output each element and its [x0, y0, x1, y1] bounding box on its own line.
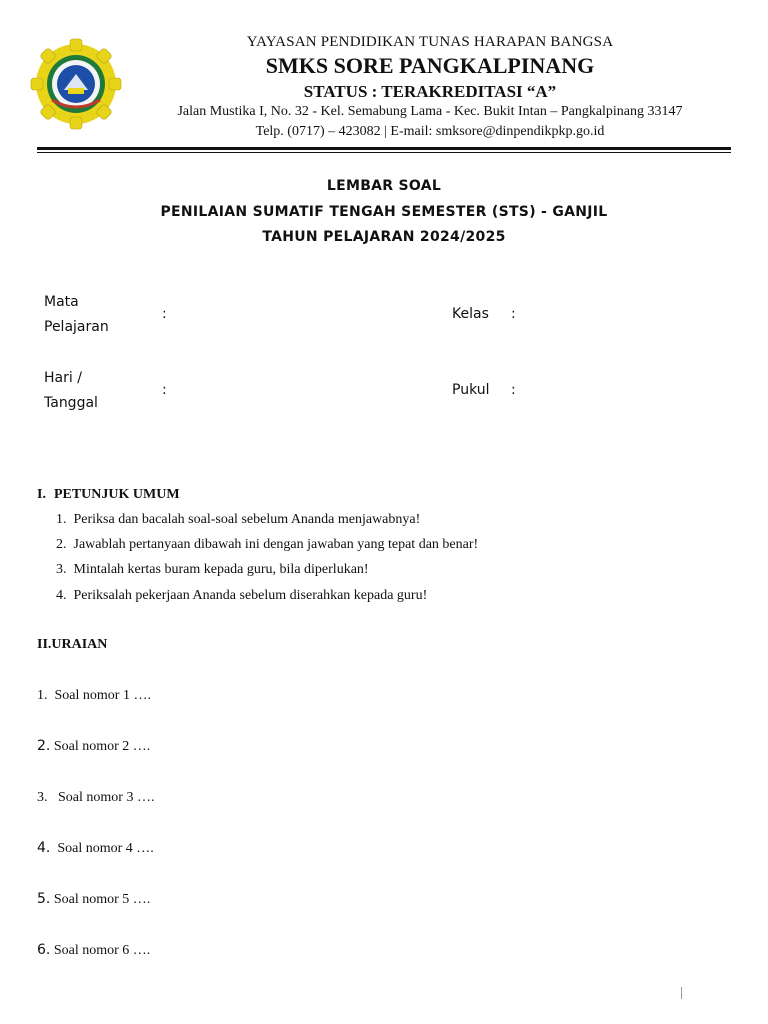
header-divider-thin [37, 152, 731, 153]
colon-pukul: : [511, 382, 516, 398]
list-item [56, 512, 420, 528]
school-contact: Telp. (0717) – 423082 | E-mail: smksore@dinpendikpkp.go.id [255, 124, 605, 139]
question-number: 3. [37, 790, 48, 805]
colon-hari-tanggal: : [162, 382, 167, 398]
question-text: Soal nomor 1 …. [54, 688, 151, 703]
label-hari-tanggal [44, 366, 98, 416]
section-numeral: II. [37, 637, 52, 652]
label-mata-line1: Mata [44, 294, 79, 310]
colon-mata-pelajaran: : [162, 306, 167, 322]
school-name: SMKS SORE PANGKALPINANG [265, 53, 595, 78]
section-uraian-heading [37, 637, 107, 653]
item-number: 3. [56, 562, 67, 577]
question-number: 1. [37, 688, 48, 703]
question-number: 2. [37, 738, 51, 754]
item-number: 1. [56, 512, 67, 527]
section-title: PETUNJUK UMUM [53, 487, 180, 502]
text-cursor-mark [681, 987, 682, 999]
section-petunjuk-heading [37, 487, 180, 503]
list-item [56, 537, 478, 553]
question-item [37, 891, 150, 908]
label-pukul: Pukul [452, 382, 490, 398]
list-item [56, 562, 369, 578]
question-item [37, 942, 150, 959]
question-text: Soal nomor 2 …. [53, 739, 151, 754]
label-hari-line2: Tanggal [44, 395, 98, 411]
section-numeral: I. [37, 487, 46, 502]
item-number: 2. [56, 537, 67, 552]
question-number: 4. [37, 840, 51, 856]
academic-year: TAHUN PELAJARAN 2024/2025 [262, 229, 506, 245]
question-item [37, 738, 150, 755]
header-divider-thick [37, 147, 731, 150]
label-kelas: Kelas [452, 306, 489, 322]
foundation-name: YAYASAN PENDIDIKAN TUNAS HARAPAN BANGSA [246, 34, 614, 50]
list-item [56, 588, 427, 604]
item-number: 4. [56, 588, 67, 603]
question-item [37, 790, 154, 806]
label-mata-pelajaran [44, 290, 109, 340]
accreditation-status: STATUS : TERAKREDITASI “A” [303, 82, 557, 101]
question-number: 5. [37, 891, 51, 907]
question-text: Soal nomor 5 …. [53, 892, 151, 907]
item-text: Periksa dan bacalah soal-soal sebelum Ananda menjawabnya! [73, 512, 421, 527]
item-text: Mintalah kertas buram kepada guru, bila diperlukan! [73, 562, 369, 577]
question-text: Soal nomor 6 …. [53, 943, 151, 958]
exam-title: PENILAIAN SUMATIF TENGAH SEMESTER (STS) - GANJIL [160, 204, 608, 220]
item-text: Periksalah pekerjaan Ananda sebelum diserahkan kepada guru! [73, 588, 428, 603]
school-address: Jalan Mustika I, No. 32 - Kel. Semabung Lama - Kec. Bukit Intan – Pangkalpinang 33147 [177, 104, 683, 119]
item-text: Jawablah pertanyaan dibawah ini dengan jawaban yang tepat dan benar! [73, 537, 479, 552]
question-item [37, 688, 151, 704]
question-number: 6. [37, 942, 51, 958]
question-text: Soal nomor 4 …. [57, 841, 154, 856]
colon-kelas: : [511, 306, 516, 322]
section-title: URAIAN [51, 637, 108, 652]
label-mata-line2: Pelajaran [44, 319, 109, 335]
label-hari-line1: Hari / [44, 370, 82, 386]
school-logo [30, 38, 122, 130]
doc-title: LEMBAR SOAL [326, 178, 442, 194]
question-item [37, 840, 154, 857]
question-text: Soal nomor 3 …. [58, 790, 155, 805]
